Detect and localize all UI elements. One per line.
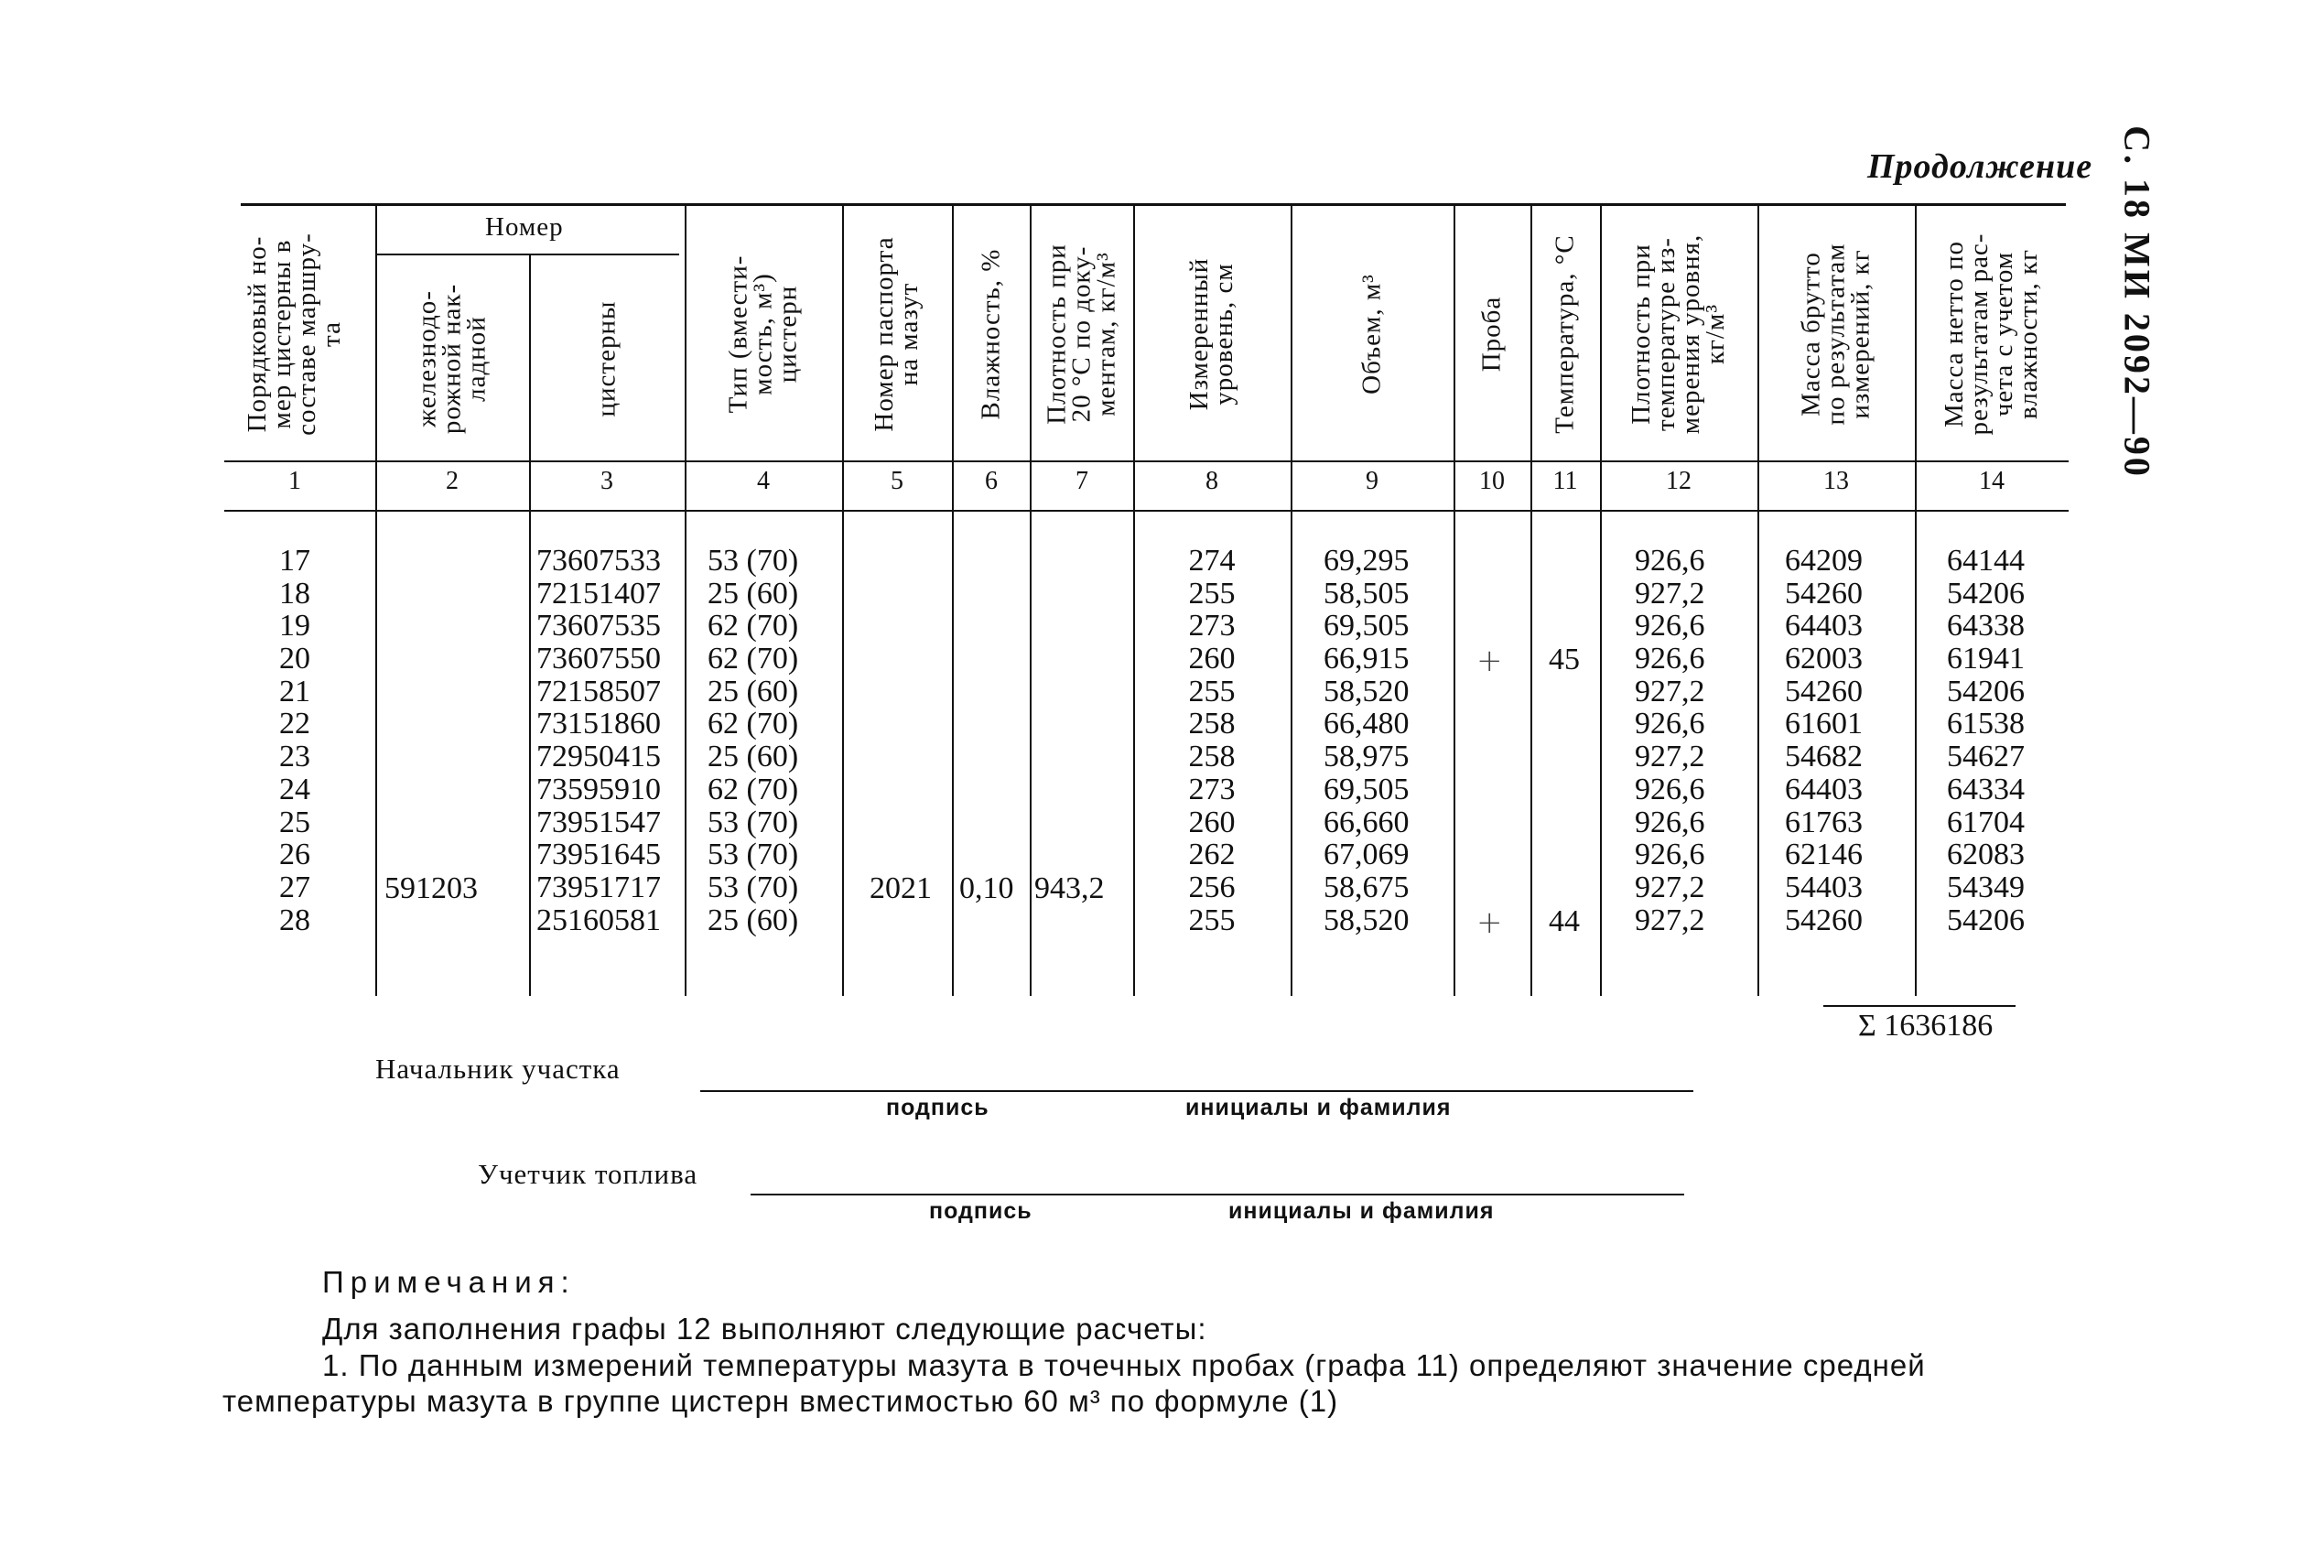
net-cell: 54627 (1947, 740, 2025, 774)
moisture-value: 0,10 (959, 871, 1014, 905)
gross-cell: 54403 (1785, 870, 1863, 904)
group-header-rule (377, 254, 679, 255)
type-cell: 25 (60) (708, 740, 799, 774)
density-t-cell: 927,2 (1635, 740, 1705, 774)
col-line-9 (1454, 204, 1455, 996)
col-line-13 (1915, 204, 1917, 996)
col-line-8 (1291, 204, 1292, 996)
level-cell: 256 (1188, 870, 1236, 904)
net-cell: 64338 (1947, 609, 2025, 643)
volume-column (1324, 545, 1443, 936)
col-line-2 (529, 254, 531, 996)
chief-signature-caption: подпись (886, 1095, 989, 1120)
col-line-10 (1530, 204, 1532, 996)
chief-name-caption: инициалы и фамилия (1185, 1095, 1452, 1120)
tank-cell: 73151860 (536, 707, 661, 741)
col-line-3 (685, 204, 686, 996)
density-t-cell: 927,2 (1635, 903, 1705, 937)
passport-number: 2021 (870, 871, 932, 905)
tank-cell: 25160581 (536, 903, 661, 937)
order-column (258, 545, 331, 936)
density-t-cell: 927,2 (1635, 870, 1705, 904)
accountant-signature-line (751, 1194, 1684, 1195)
gross-cell: 62003 (1785, 642, 1863, 676)
sample-mark-1: + (1476, 643, 1503, 679)
density-t-cell: 926,6 (1635, 772, 1705, 806)
net-cell: 64334 (1947, 772, 2025, 806)
net-cell: 61704 (1947, 805, 2025, 839)
header-net: Масса нетто по результатам рас- чета с учетом влажности, кг (1940, 232, 2043, 436)
col-line-5 (952, 204, 954, 996)
net-cell: 61538 (1947, 707, 2025, 741)
order-cell: 24 (279, 772, 310, 806)
tank-cell: 73607535 (536, 609, 661, 643)
level-cell: 255 (1188, 576, 1236, 611)
notes-line-3: температуры мазута в группе цистерн вместимостью 60 м³ по формуле (1) (222, 1384, 1339, 1418)
type-cell: 25 (60) (708, 576, 799, 611)
order-cell: 20 (279, 642, 310, 676)
colnum-10: 10 (1479, 467, 1505, 495)
level-cell: 260 (1188, 805, 1236, 839)
type-column (708, 545, 836, 936)
header-waybill: железнодо- рожной нак- ладной (412, 283, 492, 435)
col-line-11 (1600, 204, 1602, 996)
temperature-1: 45 (1549, 643, 1580, 676)
total-value: Σ 1636186 (1858, 1009, 1994, 1043)
net-cell: 54349 (1947, 870, 2025, 904)
density-t-cell: 927,2 (1635, 576, 1705, 611)
tank-cell: 72151407 (536, 576, 661, 611)
gross-cell: 54260 (1785, 903, 1863, 937)
type-cell: 53 (70) (708, 870, 799, 904)
notes-line-1: Для заполнения графы 12 выполняют следующие расчеты: (322, 1312, 1207, 1346)
colnum-14: 14 (1979, 467, 2005, 495)
order-cell: 25 (279, 805, 310, 839)
col-line-7 (1133, 204, 1135, 996)
gross-cell: 62146 (1785, 838, 1863, 872)
volume-cell: 69,505 (1324, 609, 1410, 643)
volume-cell: 58,520 (1324, 903, 1410, 937)
chief-signature-line (700, 1090, 1693, 1092)
notes-line-2: 1. По данным измерений температуры мазута в точечных пробах (графа 11) определяют значение средней (322, 1348, 1926, 1382)
header-type: Тип (вмести- мость, м³) цистерн (723, 254, 803, 414)
accountant-signature-caption: подпись (929, 1198, 1032, 1224)
net-cell: 54206 (1947, 576, 2025, 611)
density-t-cell: 926,6 (1635, 707, 1705, 741)
colnum-5: 5 (891, 467, 903, 495)
volume-cell: 69,505 (1324, 772, 1410, 806)
header-level: Измеренный уровень, см (1184, 257, 1238, 411)
density-t-cell: 926,6 (1635, 838, 1705, 872)
header-gross: Масса брутто по результатам измерений, кг (1796, 243, 1875, 426)
tank-cell: 72158507 (536, 674, 661, 708)
level-cell: 258 (1188, 740, 1236, 774)
gross-cell: 64403 (1785, 609, 1863, 643)
col-line-4 (842, 204, 844, 996)
volume-cell: 66,480 (1324, 707, 1410, 741)
level-cell: 262 (1188, 838, 1236, 872)
gross-cell: 54260 (1785, 576, 1863, 611)
volume-cell: 58,505 (1324, 576, 1410, 611)
volume-cell: 58,520 (1324, 674, 1410, 708)
colnum-13: 13 (1823, 467, 1849, 495)
net-cell: 62083 (1947, 838, 2025, 872)
level-cell: 258 (1188, 707, 1236, 741)
level-cell: 255 (1188, 903, 1236, 937)
level-cell: 274 (1188, 544, 1236, 578)
colnum-9: 9 (1366, 467, 1378, 495)
net-cell: 61941 (1947, 642, 2025, 676)
type-cell: 62 (70) (708, 642, 799, 676)
col-line-1 (375, 204, 377, 996)
net-cell: 64144 (1947, 544, 2025, 578)
type-cell: 25 (60) (708, 903, 799, 937)
header-tank: цистерны (591, 300, 622, 417)
colnum-11: 11 (1552, 467, 1578, 495)
volume-cell: 58,675 (1324, 870, 1410, 904)
type-cell: 62 (70) (708, 609, 799, 643)
waybill-number: 591203 (384, 871, 478, 905)
volume-cell: 66,915 (1324, 642, 1410, 676)
header-volume: Объем, м³ (1357, 274, 1387, 395)
notes-title: Примечания: (322, 1265, 576, 1299)
type-cell: 25 (60) (708, 674, 799, 708)
header-bottom-rule (224, 460, 2069, 462)
volume-cell: 58,975 (1324, 740, 1410, 774)
density-doc-value: 943,2 (1034, 871, 1105, 905)
accountant-name-caption: инициалы и фамилия (1228, 1198, 1495, 1224)
density-t-cell: 927,2 (1635, 674, 1705, 708)
header-moisture: Влажность, % (976, 248, 1006, 420)
table-top-rule (241, 203, 2066, 206)
colnum-12: 12 (1666, 467, 1692, 495)
tank-cell: 72950415 (536, 740, 661, 774)
density-t-cell: 926,6 (1635, 609, 1705, 643)
continuation-label: Продолжение (1867, 147, 2093, 186)
colnum-2: 2 (446, 467, 459, 495)
type-cell: 62 (70) (708, 707, 799, 741)
total-rule (1823, 1005, 2016, 1007)
tank-cell: 73951645 (536, 838, 661, 872)
tank-cell: 73595910 (536, 772, 661, 806)
net-cell: 54206 (1947, 903, 2025, 937)
order-cell: 28 (279, 903, 310, 937)
order-cell: 27 (279, 870, 310, 904)
order-cell: 26 (279, 838, 310, 872)
numbers-bottom-rule (224, 510, 2069, 512)
type-cell: 53 (70) (708, 805, 799, 839)
gross-cell: 54260 (1785, 674, 1863, 708)
header-order: Порядковый но- мер цистерны в составе маршру- та (243, 232, 346, 436)
volume-cell: 66,660 (1324, 805, 1410, 839)
net-column (1947, 545, 2057, 936)
header-density-doc: Плотность при 20 °С по доку- ментам, кг/м³ (1042, 243, 1121, 425)
tank-cell: 73607550 (536, 642, 661, 676)
header-temperature: Температура, °С (1550, 234, 1580, 434)
net-cell: 54206 (1947, 674, 2025, 708)
level-cell: 255 (1188, 674, 1236, 708)
tank-column (536, 545, 683, 936)
density-t-cell: 926,6 (1635, 805, 1705, 839)
colnum-7: 7 (1076, 467, 1088, 495)
order-cell: 21 (279, 674, 310, 708)
temperature-2: 44 (1549, 904, 1580, 938)
order-cell: 22 (279, 707, 310, 741)
colnum-1: 1 (288, 467, 301, 495)
col-line-6 (1030, 204, 1032, 996)
group-header-number: Номер (485, 212, 564, 242)
density-t-cell: 926,6 (1635, 544, 1705, 578)
order-cell: 19 (279, 609, 310, 643)
gross-cell: 64403 (1785, 772, 1863, 806)
level-cell: 273 (1188, 772, 1236, 806)
type-cell: 62 (70) (708, 772, 799, 806)
sample-mark-2: + (1476, 904, 1503, 941)
page-reference: С. 18 МИ 2092—90 (2116, 125, 2158, 479)
colnum-4: 4 (757, 467, 770, 495)
density-t-cell: 926,6 (1635, 642, 1705, 676)
volume-cell: 69,295 (1324, 544, 1410, 578)
colnum-6: 6 (985, 467, 998, 495)
col-line-12 (1757, 204, 1759, 996)
header-sample: Проба (1476, 296, 1507, 373)
level-column (1166, 545, 1258, 936)
colnum-8: 8 (1205, 467, 1218, 495)
type-cell: 53 (70) (708, 838, 799, 872)
chief-label: Начальник участка (375, 1053, 621, 1085)
accountant-label: Учетчик топлива (478, 1158, 698, 1190)
tank-cell: 73951717 (536, 870, 661, 904)
gross-column (1785, 545, 1895, 936)
level-cell: 260 (1188, 642, 1236, 676)
level-cell: 273 (1188, 609, 1236, 643)
order-cell: 17 (279, 544, 310, 578)
order-cell: 23 (279, 740, 310, 774)
density-t-column (1635, 545, 1745, 936)
header-passport: Номер паспорта на мазут (870, 236, 924, 432)
gross-cell: 54682 (1785, 740, 1863, 774)
tank-cell: 73607533 (536, 544, 661, 578)
gross-cell: 61601 (1785, 707, 1863, 741)
colnum-3: 3 (600, 467, 613, 495)
order-cell: 18 (279, 576, 310, 611)
header-density-t: Плотность при температуре из- мерения уровня, кг/м³ (1627, 233, 1730, 435)
type-cell: 53 (70) (708, 544, 799, 578)
gross-cell: 64209 (1785, 544, 1863, 578)
gross-cell: 61763 (1785, 805, 1863, 839)
volume-cell: 67,069 (1324, 838, 1410, 872)
tank-cell: 73951547 (536, 805, 661, 839)
